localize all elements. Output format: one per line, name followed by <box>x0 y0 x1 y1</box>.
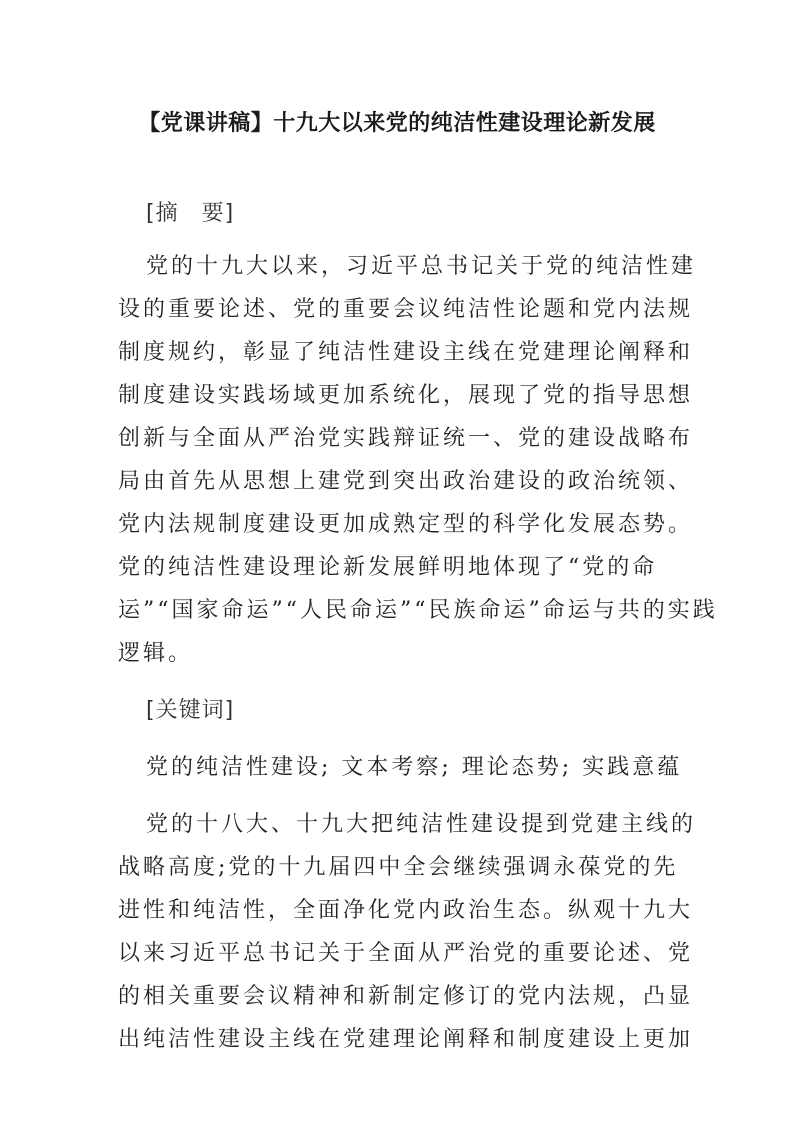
abstract-heading: [摘 要] <box>146 201 235 226</box>
abstract-line: 制度规约，彰显了纯洁性建设主线在党建理论阐释和 <box>118 340 694 365</box>
keywords-line: 党的纯洁性建设; 文本考察; 理论态势; 实践意蕴 <box>146 755 683 780</box>
abstract-line: 创新与全面从严治党实践辩证统一、党的建设战略布 <box>118 426 694 451</box>
body-paragraph <box>118 803 697 1061</box>
abstract-line: 设的重要论述、党的重要会议纯洁性论题和党内法规 <box>118 297 694 322</box>
body-line: 党的十八大、十九大把纯洁性建设提到党建主线的 <box>146 812 697 837</box>
abstract-line: 运”“国家命运”“人民命运”“民族命运”命运与共的实践 <box>118 598 718 623</box>
abstract-line: 党的十九大以来，习近平总书记关于党的纯洁性建 <box>146 254 697 279</box>
body-line: 以来习近平总书记关于全面从严治党的重要论述、党 <box>118 941 694 966</box>
body-line: 出纯洁性建设主线在党建理论阐释和制度建设上更加 <box>118 1027 694 1052</box>
document-content <box>118 192 718 1061</box>
body-line: 进性和纯洁性，全面净化党内政治生态。纵观十九大 <box>118 898 694 923</box>
abstract-line: 党内法规制度建设更加成熟定型的科学化发展态势。 <box>118 512 694 537</box>
body-line: 战略高度;党的十九届四中全会继续强调永葆党的先 <box>118 855 679 880</box>
abstract-paragraph <box>118 245 718 675</box>
abstract-line: 党的纯洁性建设理论新发展鲜明地体现了“党的命 <box>118 555 658 580</box>
abstract-line: 制度建设实践场域更加系统化，展现了党的指导思想 <box>118 383 694 408</box>
body-line: 的相关重要会议精神和新制定修订的党内法规，凸显 <box>118 984 694 1009</box>
document-title: 【党课讲稿】十九大以来党的纯洁性建设理论新发展 <box>138 111 656 136</box>
keywords-heading: [关键词] <box>146 698 235 723</box>
abstract-line: 局由首先从思想上建党到突出政治建设的政治统领、 <box>118 469 694 494</box>
abstract-line: 逻辑。 <box>118 641 194 666</box>
